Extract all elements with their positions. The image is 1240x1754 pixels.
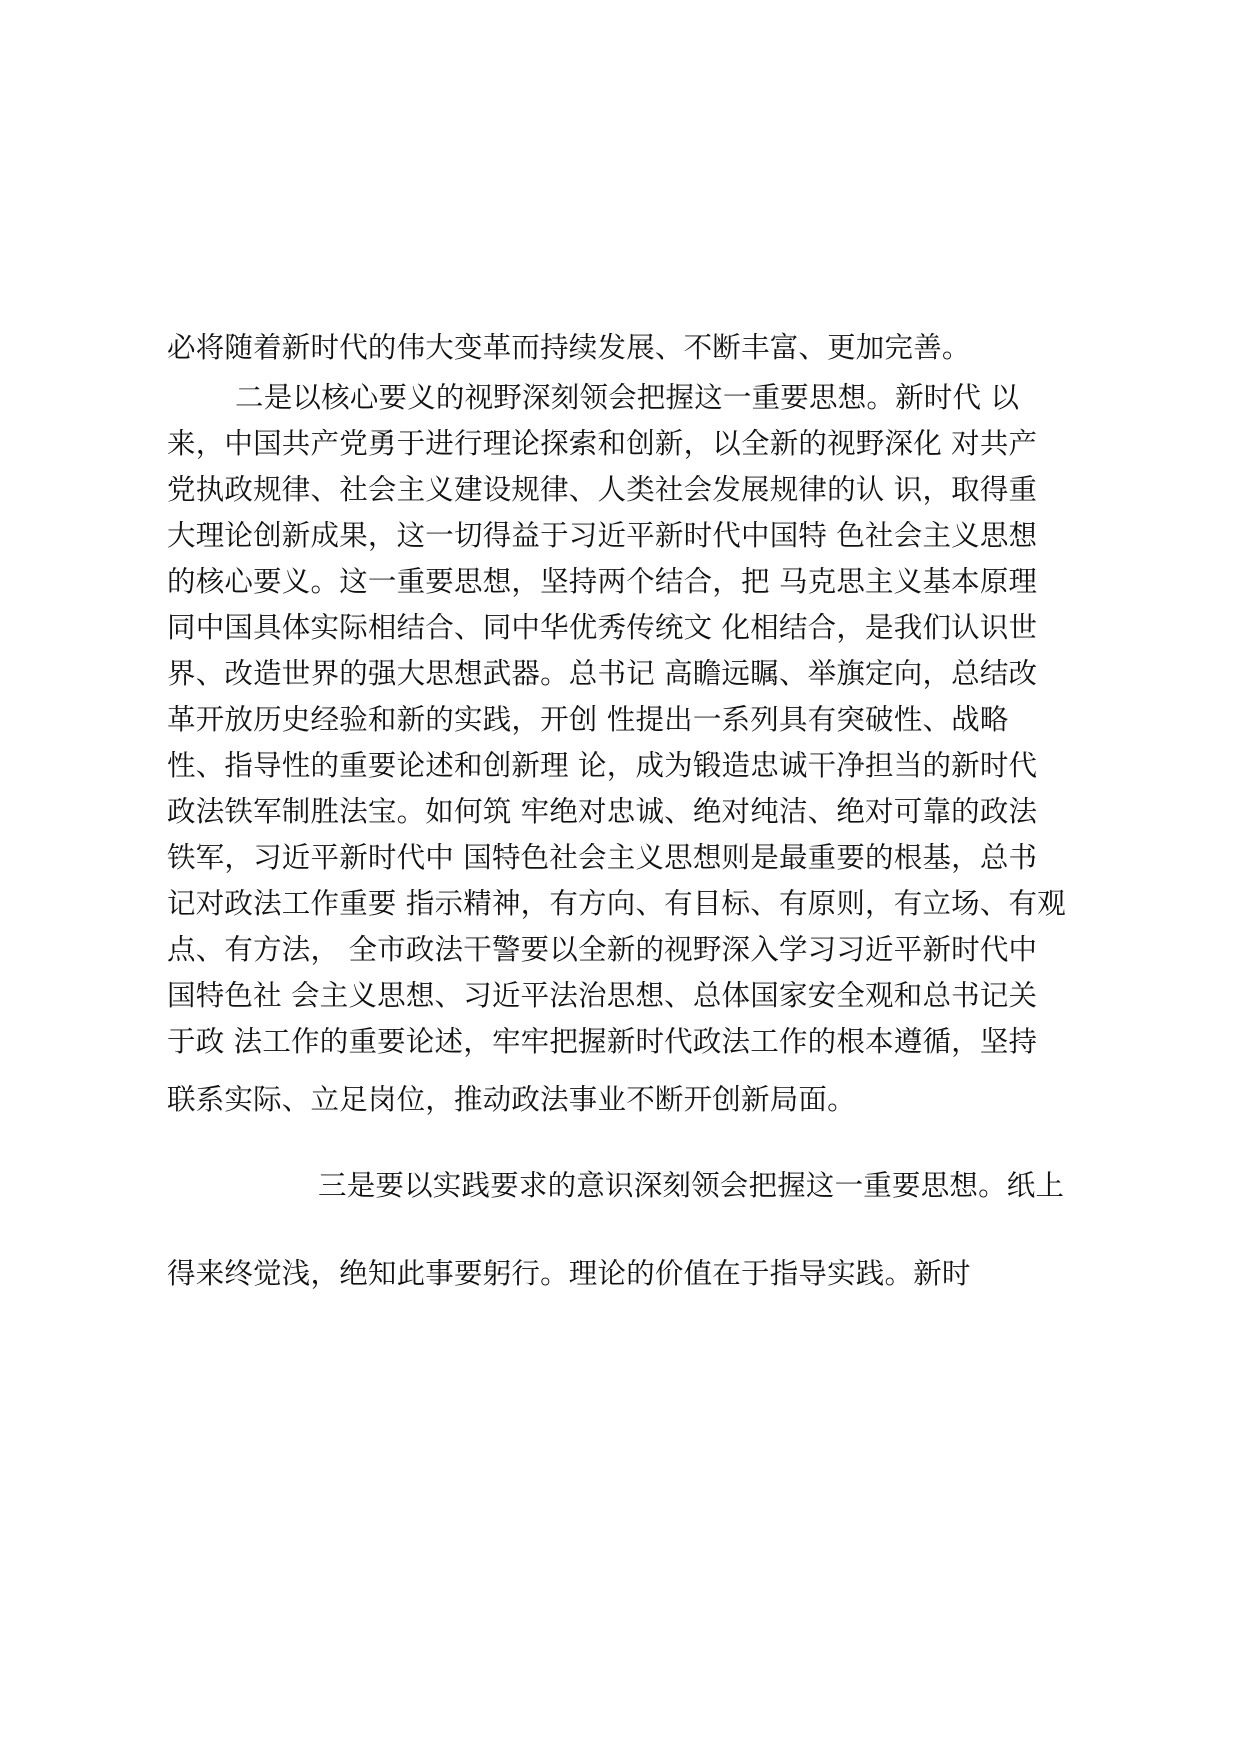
- text-line: 于政 法工作的重要论述，牢牢把握新时代政法工作的根本遵循，坚持: [167, 1025, 1038, 1058]
- text-line: 联系实际、立足岗位，推动政法事业不断开创新局面。: [167, 1083, 856, 1116]
- text-line: 来，中国共产党勇于进行理论探索和创新，以全新的视野深化 对共产: [167, 427, 1038, 460]
- text-line: 性、指导性的重要论述和创新理 论，成为锻造忠诚干净担当的新时代: [167, 749, 1038, 782]
- text-line: 铁军，习近平新时代中 国特色社会主义思想则是最重要的根基，总书: [167, 841, 1038, 874]
- text-line: 界、改造世界的强大思想武器。总书记 高瞻远瞩、举旗定向，总结改: [167, 657, 1038, 690]
- paragraph-first-line: 三是要以实践要求的意识深刻领会把握这一重要思想。纸上: [318, 1169, 1065, 1202]
- paragraph-first-line: 二是以核心要义的视野深刻领会把握这一重要思想。新时代 以: [235, 381, 1020, 414]
- text-line: 记对政法工作重要 指示精神，有方向、有目标、有原则，有立场、有观: [167, 887, 1066, 920]
- text-line: 大理论创新成果，这一切得益于习近平新时代中国特 色社会主义思想: [167, 519, 1038, 552]
- text-line: 必将随着新时代的伟大变革而持续发展、不断丰富、更加完善。: [167, 331, 971, 364]
- text-line: 得来终觉浅，绝知此事要躬行。理论的价值在于指导实践。新时: [167, 1257, 971, 1290]
- text-line: 点、有方法， 全市政法干警要以全新的视野深入学习习近平新时代中: [167, 933, 1038, 966]
- text-line: 国特色社 会主义思想、习近平法治思想、总体国家安全观和总书记关: [167, 979, 1038, 1012]
- text-line: 革开放历史经验和新的实践，开创 性提出一系列具有突破性、战略: [167, 703, 1009, 736]
- text-line: 的核心要义。这一重要思想，坚持两个结合，把 马克思主义基本原理: [167, 565, 1038, 598]
- text-line: 同中国具体实际相结合、同中华优秀传统文 化相结合，是我们认识世: [167, 611, 1038, 644]
- text-line: 党执政规律、社会主义建设规律、人类社会发展规律的认 识，取得重: [167, 473, 1038, 506]
- text-line: 政法铁军制胜法宝。如何筑 牢绝对忠诚、绝对纯洁、绝对可靠的政法: [167, 795, 1038, 828]
